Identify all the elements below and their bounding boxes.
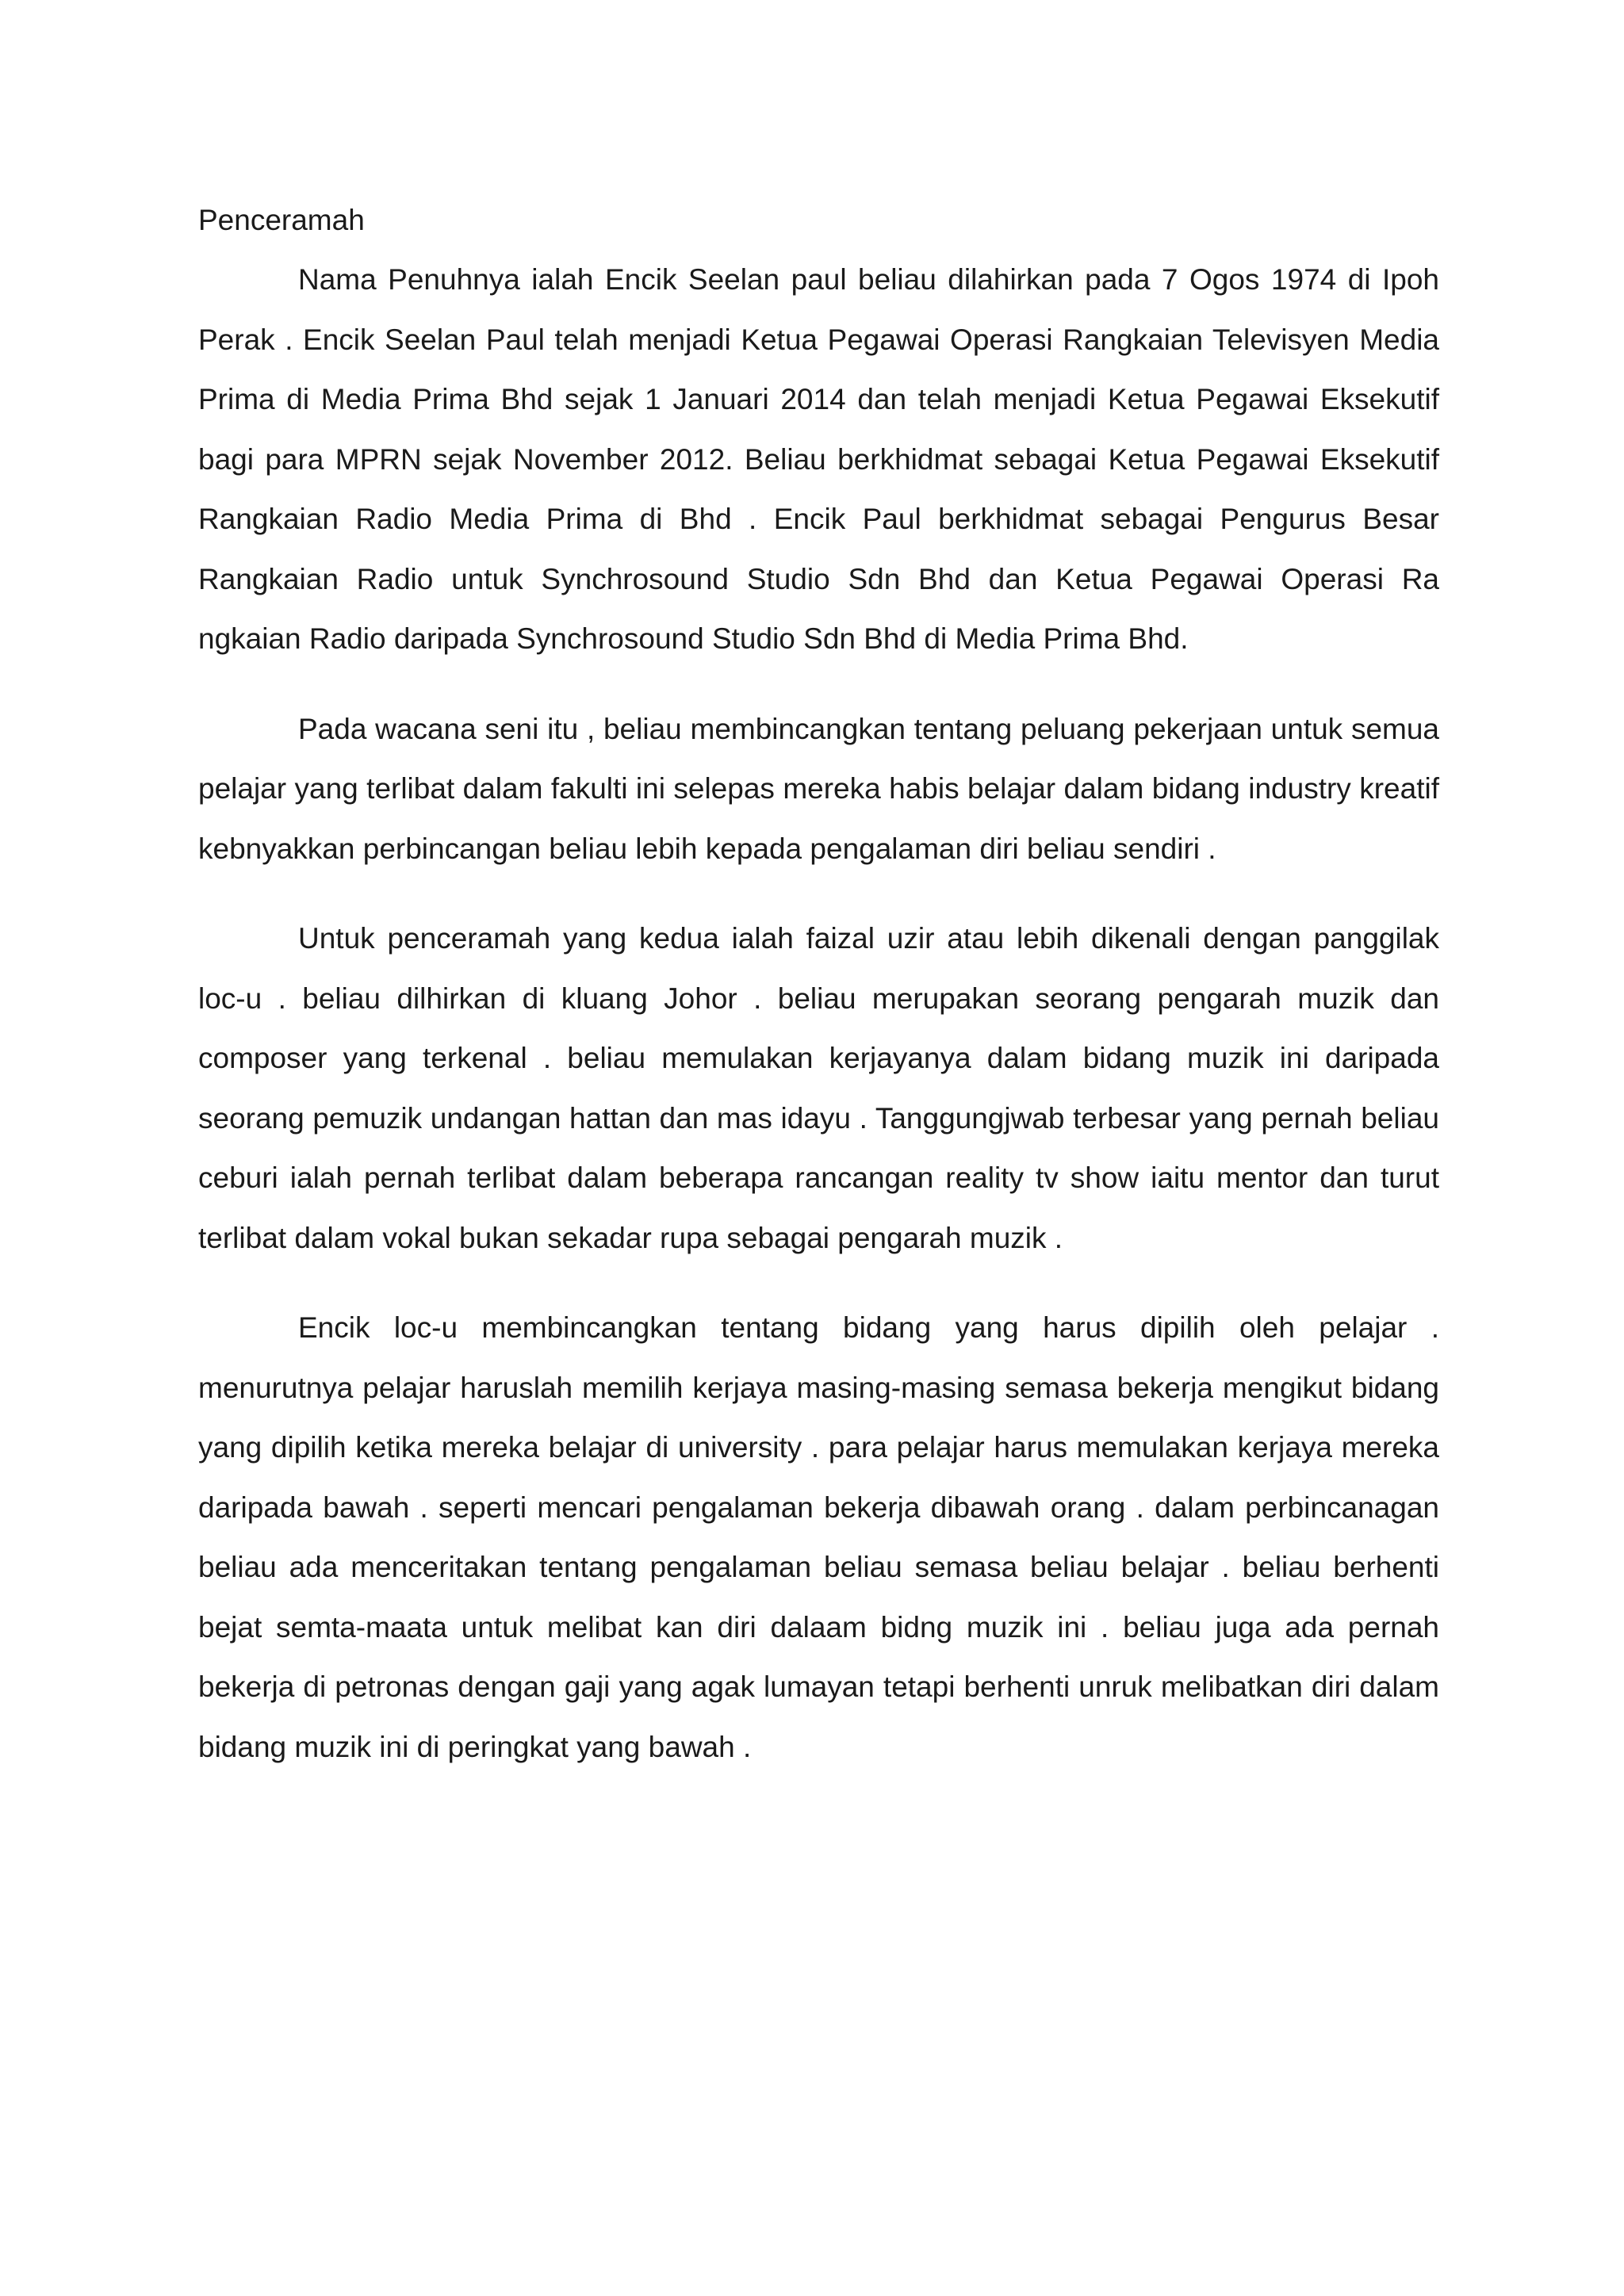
- paragraph-speaker-1-talk: Pada wacana seni itu , beliau membincangkan tentang peluang pekerjaan untuk semua pelajar yang terlibat dalam fakulti ini selepas mereka habis belajar dalam bidang industry kreatif kebnyakkan perbincangan beliau lebih kepada pengalaman diri beliau sendiri .: [198, 712, 1439, 865]
- paragraph-speaker-1-bio: Nama Penuhnya ialah Encik Seelan paul beliau dilahirkan pada 7 Ogos 1974 di Ipoh Perak . Encik Seelan Paul telah menjadi Ketua Pegawai Operasi Rangkaian Televisyen Media Prima di Media Prima Bhd sejak 1 Januari 2014 dan telah menjadi Ketua Pegawai Eksekutif bagi para MPRN sejak November 2012. Beliau berkhidmat sebagai Ketua Pegawai Eksekutif Rangkaian Radio Media Prima di Bhd . Encik Paul berkhidmat sebagai Pengurus Besar Rangkaian Radio untuk Synchrosound Studio Sdn Bhd dan Ketua Pegawai Operasi Ra ngkaian Radio daripada Synchrosound Studio Sdn Bhd di Media Prima Bhd.: [198, 263, 1439, 655]
- paragraph-speaker-2-bio: Untuk penceramah yang kedua ialah faizal uzir atau lebih dikenali dengan panggilak loc-u . beliau dilhirkan di kluang Johor . beliau merupakan seorang pengarah muzik dan composer yang terkenal . beliau memulakan kerjayanya dalam bidang muzik ini daripada seorang pemuzik undangan hattan dan mas idayu . Tanggungjwab terbesar yang pernah beliau ceburi ialah pernah terlibat dalam beberapa rancangan reality tv show iaitu mentor dan turut terlibat dalam vokal bukan sekadar rupa sebagai pengarah muzik .: [198, 922, 1439, 1254]
- document-heading: Penceramah: [198, 204, 365, 236]
- document-body: [198, 190, 1439, 1777]
- paragraph-speaker-2-talk: Encik loc-u membincangkan tentang bidang yang harus dipilih oleh pelajar . menurutnya pelajar haruslah memilih kerjaya masing-masing semasa bekerja mengikut bidang yang dipilih ketika mereka belajar di university . para pelajar harus memulakan kerjaya mereka daripada bawah . seperti mencari pengalaman bekerja dibawah orang . dalam perbincanagan beliau ada menceritakan tentang pengalaman beliau semasa beliau belajar . beliau berhenti bejat semta-maata untuk melibat kan diri dalaam bidng muzik ini . beliau juga ada pernah bekerja di petronas dengan gaji yang agak lumayan tetapi berhenti unruk melibatkan diri dalam bidang muzik ini di peringkat yang bawah .: [198, 1311, 1439, 1763]
